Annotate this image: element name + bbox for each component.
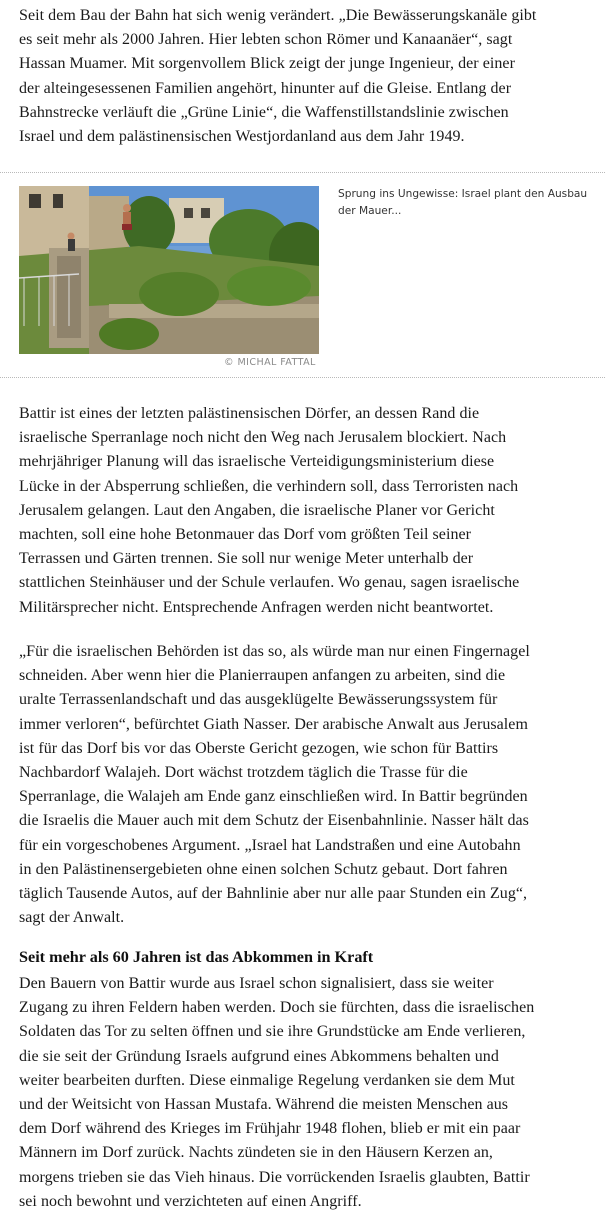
text-line: die Israelis die Mauer auch mit dem Schutz der Eisenbahnlinie. Nasser hält das (19, 812, 529, 830)
text-line: ist für das Dorf bis vor das Oberste Gericht gezogen, wie schon für Battirs (19, 739, 499, 757)
divider-top (0, 172, 605, 173)
text-line: „Für die israelischen Behörden ist das so, als würde man nur einen Fingernagel (19, 643, 530, 660)
section-heading: Seit mehr als 60 Jahren ist das Abkommen in Kraft (19, 948, 374, 966)
text-line: der alteingesessenen Familien angehört, hinunter auf die Gleise. Entlang der (19, 79, 512, 97)
article-paragraph-1 (0, 4, 599, 149)
photo-caption[interactable] (338, 186, 605, 219)
text-line: Bahnstrecke verläuft die „Grüne Linie“, die Waffenstillstandslinie zwischen (19, 103, 509, 121)
text-line: morgens trieben sie das Vieh hinaus. Die vorrückenden Israelis glaubten, Battir (19, 1168, 530, 1186)
text-line: Militärsprecher nicht. Entsprechende Anfragen werden nicht beantwortet. (19, 598, 494, 616)
text-line: Sperranlage, die Walajeh am Ende ganz einschließen wird. In Battir begründen (19, 788, 528, 806)
caption-line: Sprung ins Ungewisse: Israel plant den Ausbau (338, 188, 588, 200)
text-line: Seit dem Bau der Bahn hat sich wenig verändert. „Die Bewässerungskanäle gibt (19, 7, 537, 24)
divider-bottom (0, 377, 605, 378)
text-line: uralte Terrassenlandschaft und das ausgeklügelte Bewässerungssystem für (19, 691, 498, 709)
text-line: machten, soll eine hohe Betonmauer das Dorf vom größten Teil seiner (19, 526, 472, 544)
text-line: Israel und dem palästinensischen Westjordanland aus dem Jahr 1949. (19, 128, 465, 146)
article-paragraph-4 (0, 972, 599, 1214)
text-line: Den Bauern von Battir wurde aus Israel schon signalisiert, dass sie weiter (19, 975, 494, 992)
text-line: sei noch bewohnt und verzichteten auf einen Angriff. (19, 1192, 362, 1210)
text-line: mehrjähriger Planung will das israelische Verteidigungsministerium diese (19, 453, 495, 471)
text-line: sagt der Anwalt. (19, 909, 125, 927)
text-line: immer verloren“, befürchtet Giath Nasser. Der arabische Anwalt aus Jerusalem (19, 715, 528, 733)
text-line: es seit mehr als 2000 Jahren. Hier lebten schon Römer und Kanaanäer“, sagt (19, 31, 513, 49)
article-paragraph-3 (0, 640, 599, 930)
text-line: schneiden. Aber wenn hier die Planierraupen anfangen zu arbeiten, sind die (19, 667, 506, 685)
text-line: täglich Tausende Autos, auf der Bahnlinie aber nur alle paar Stunden ein Zug“, (19, 885, 528, 903)
text-line: Soldaten das Tor zu selten öffnen und sie ihre Grundstücke am Ende verlieren, (19, 1023, 526, 1041)
text-line: dem Dorf während des Krieges im Frühjahr 1948 flohen, blieb er mit ein paar (19, 1120, 521, 1138)
text-line: Männern im Dorf zurück. Nachts zündeten sie in den Häusern Kerzen an, (19, 1144, 493, 1162)
text-line: Nachbardorf Walajeh. Dort wächst trotzdem täglich die Trasse für die (19, 764, 468, 782)
text-line: weiter bearbeiten durften. Diese einmalige Regelung verdanken sie dem Mut (19, 1071, 515, 1089)
caption-line: der Mauer... (338, 204, 402, 217)
article-paragraph-2 (0, 402, 599, 620)
text-line: in den Palästinensergebieten ohne einen solchen Schutz gebaut. Dort fahren (19, 860, 508, 878)
text-line: stattlichen Steinhäuser und der Schule verlaufen. Wo genau, sagen israelische (19, 574, 520, 592)
text-line: und der Weitsicht von Hassan Mustafa. Während die meisten Menschen aus (19, 1096, 509, 1114)
photo-illustration (19, 186, 319, 354)
article-photo[interactable] (19, 186, 319, 354)
text-line: Lücke in der Absperrung schließen, die verhindern soll, dass Terroristen nach (19, 477, 519, 495)
text-line: Battir ist eines der letzten palästinensischen Dörfer, an dessen Rand die (19, 405, 480, 422)
text-line: für ein vorgeschobenes Argument. „Israel hat Landstraßen und eine Autobahn (19, 836, 521, 854)
text-line: Terrassen und Gärten trennen. Sie soll nur wenige Meter unterhalb der (19, 550, 474, 568)
text-line: israelische Sperranlage noch nicht den Weg nach Jerusalem blockiert. Nach (19, 429, 507, 447)
text-line: die sie seit der Gründung Israels aufgrund eines Abkommens behalten und (19, 1047, 499, 1065)
photo-credit: © MICHAL FATTAL (224, 357, 316, 368)
text-line: Hassan Muamer. Mit sorgenvollem Blick zeigt der junge Ingenieur, der einer (19, 55, 515, 73)
text-line: Jerusalem gelangen. Laut den Angaben, die israelische Planer vor Gericht (19, 501, 495, 519)
text-line: Zugang zu ihren Feldern haben werden. Doch sie fürchten, dass die israelischen (19, 999, 535, 1017)
